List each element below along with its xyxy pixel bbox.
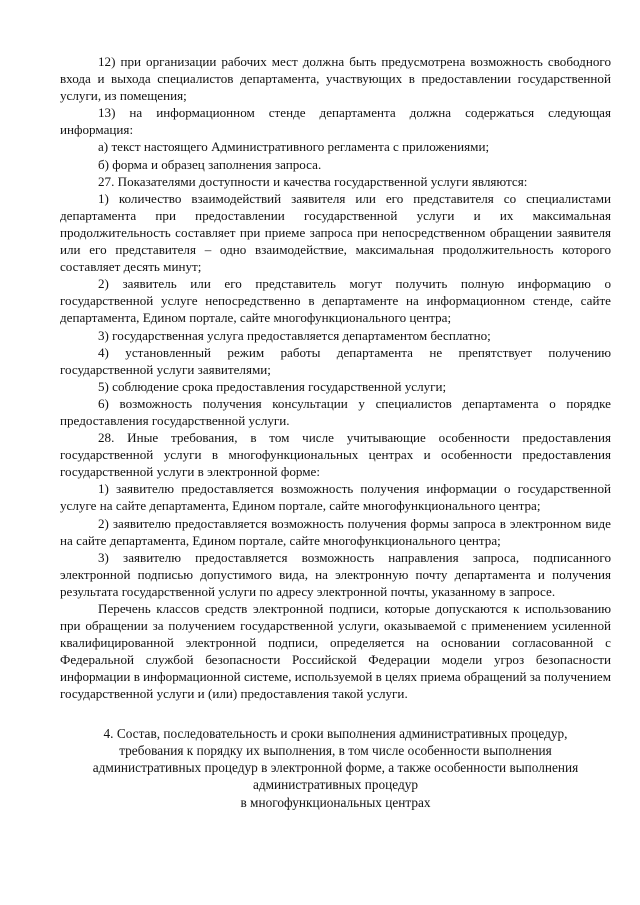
- section-heading-line: в многофункциональных центрах: [240, 794, 431, 810]
- paragraph-28-item-1: 1) заявителю предоставляется возможность получения информации о государственной услуге на сайте департамента, Едином портале, сайте многофункционального центра;: [60, 481, 611, 514]
- paragraph-27-item-6: 6) возможность получения консультации у специалистов департамента о порядке предоставления государственной услуги.: [60, 395, 611, 428]
- paragraph-27-item-5: 5) соблюдение срока предоставления государственной услуги;: [98, 378, 447, 394]
- document-page: [60, 53, 611, 811]
- paragraph-27-item-4: 4) установленный режим работы департамента не препятствует получению государственной услуги заявителями;: [60, 344, 611, 377]
- paragraph-item-12: 12) при организации рабочих мест должна быть предусмотрена возможность свободного входа и выхода специалистов департамента, участвующих в предоставлении государственной услуги, из помещения;: [60, 54, 611, 104]
- paragraph-27-item-2: 2) заявитель или его представитель могут получить полную информацию о государственной услуге непосредственно в департаменте на информационном стенде, сайте департамента, Едином портале, сайте многофункционального центра;: [60, 276, 611, 326]
- paragraph-28-item-3: 3) заявителю предоставляется возможность направления запроса, подписанного электронной подписью допустимого вида, на электронную почту департамента и получения результата государственной услуги по адресу электронной почты, указанному в запросе.: [60, 549, 611, 599]
- section-heading-line: административных процедур в электронной форме, а также особенности выполнения: [92, 760, 579, 776]
- paragraph-item-13: 13) на информационном стенде департамента должна содержаться следующая информация:: [60, 105, 611, 138]
- paragraph-clause-27: 27. Показателями доступности и качества государственной услуги являются:: [98, 173, 528, 189]
- section-heading: [60, 725, 611, 811]
- paragraph-item-13a: а) текст настоящего Административного регламента с приложениями;: [98, 139, 490, 155]
- paragraph-27-item-1: 1) количество взаимодействий заявителя или его представителя со специалистами департамента при предоставлении государственной услуги и их максимальная продолжительность составляет при приеме запроса при непосредственном обращении заявителя или его представителя – одно взаимодействие, максимальная продолжительность которого составляет десять минут;: [60, 190, 611, 275]
- paragraph-electronic-signature: Перечень классов средств электронной подписи, которые допускаются к использованию при обращении за получением государственной услуги, оказываемой с применением усиленной квалифицированной электронной подписи, определяется на основании согласованной с Федеральной службой безопасности Российской Федерации модели угроз безопасности информации в информационной системе, используемой в целях приема обращений за получением государственной услуги и (или) предоставления такой услуги.: [60, 601, 611, 702]
- section-heading-line: требования к порядку их выполнения, в том числе особенности выполнения: [119, 742, 552, 758]
- paragraph-clause-28: 28. Иные требования, в том числе учитывающие особенности предоставления государственной услуги в многофункциональных центрах и особенности предоставления государственной услуги в электронной форме:: [60, 430, 611, 480]
- section-heading-line: административных процедур: [252, 777, 419, 793]
- paragraph-28-item-2: 2) заявителю предоставляется возможность получения формы запроса в электронном виде на сайте департамента, Едином портале, сайте многофункционального центра;: [60, 515, 611, 548]
- paragraph-item-13b: б) форма и образец заполнения запроса.: [98, 156, 322, 172]
- paragraph-27-item-3: 3) государственная услуга предоставляется департаментом бесплатно;: [98, 327, 491, 343]
- section-heading-line: 4. Состав, последовательность и сроки выполнения административных процедур,: [103, 725, 568, 741]
